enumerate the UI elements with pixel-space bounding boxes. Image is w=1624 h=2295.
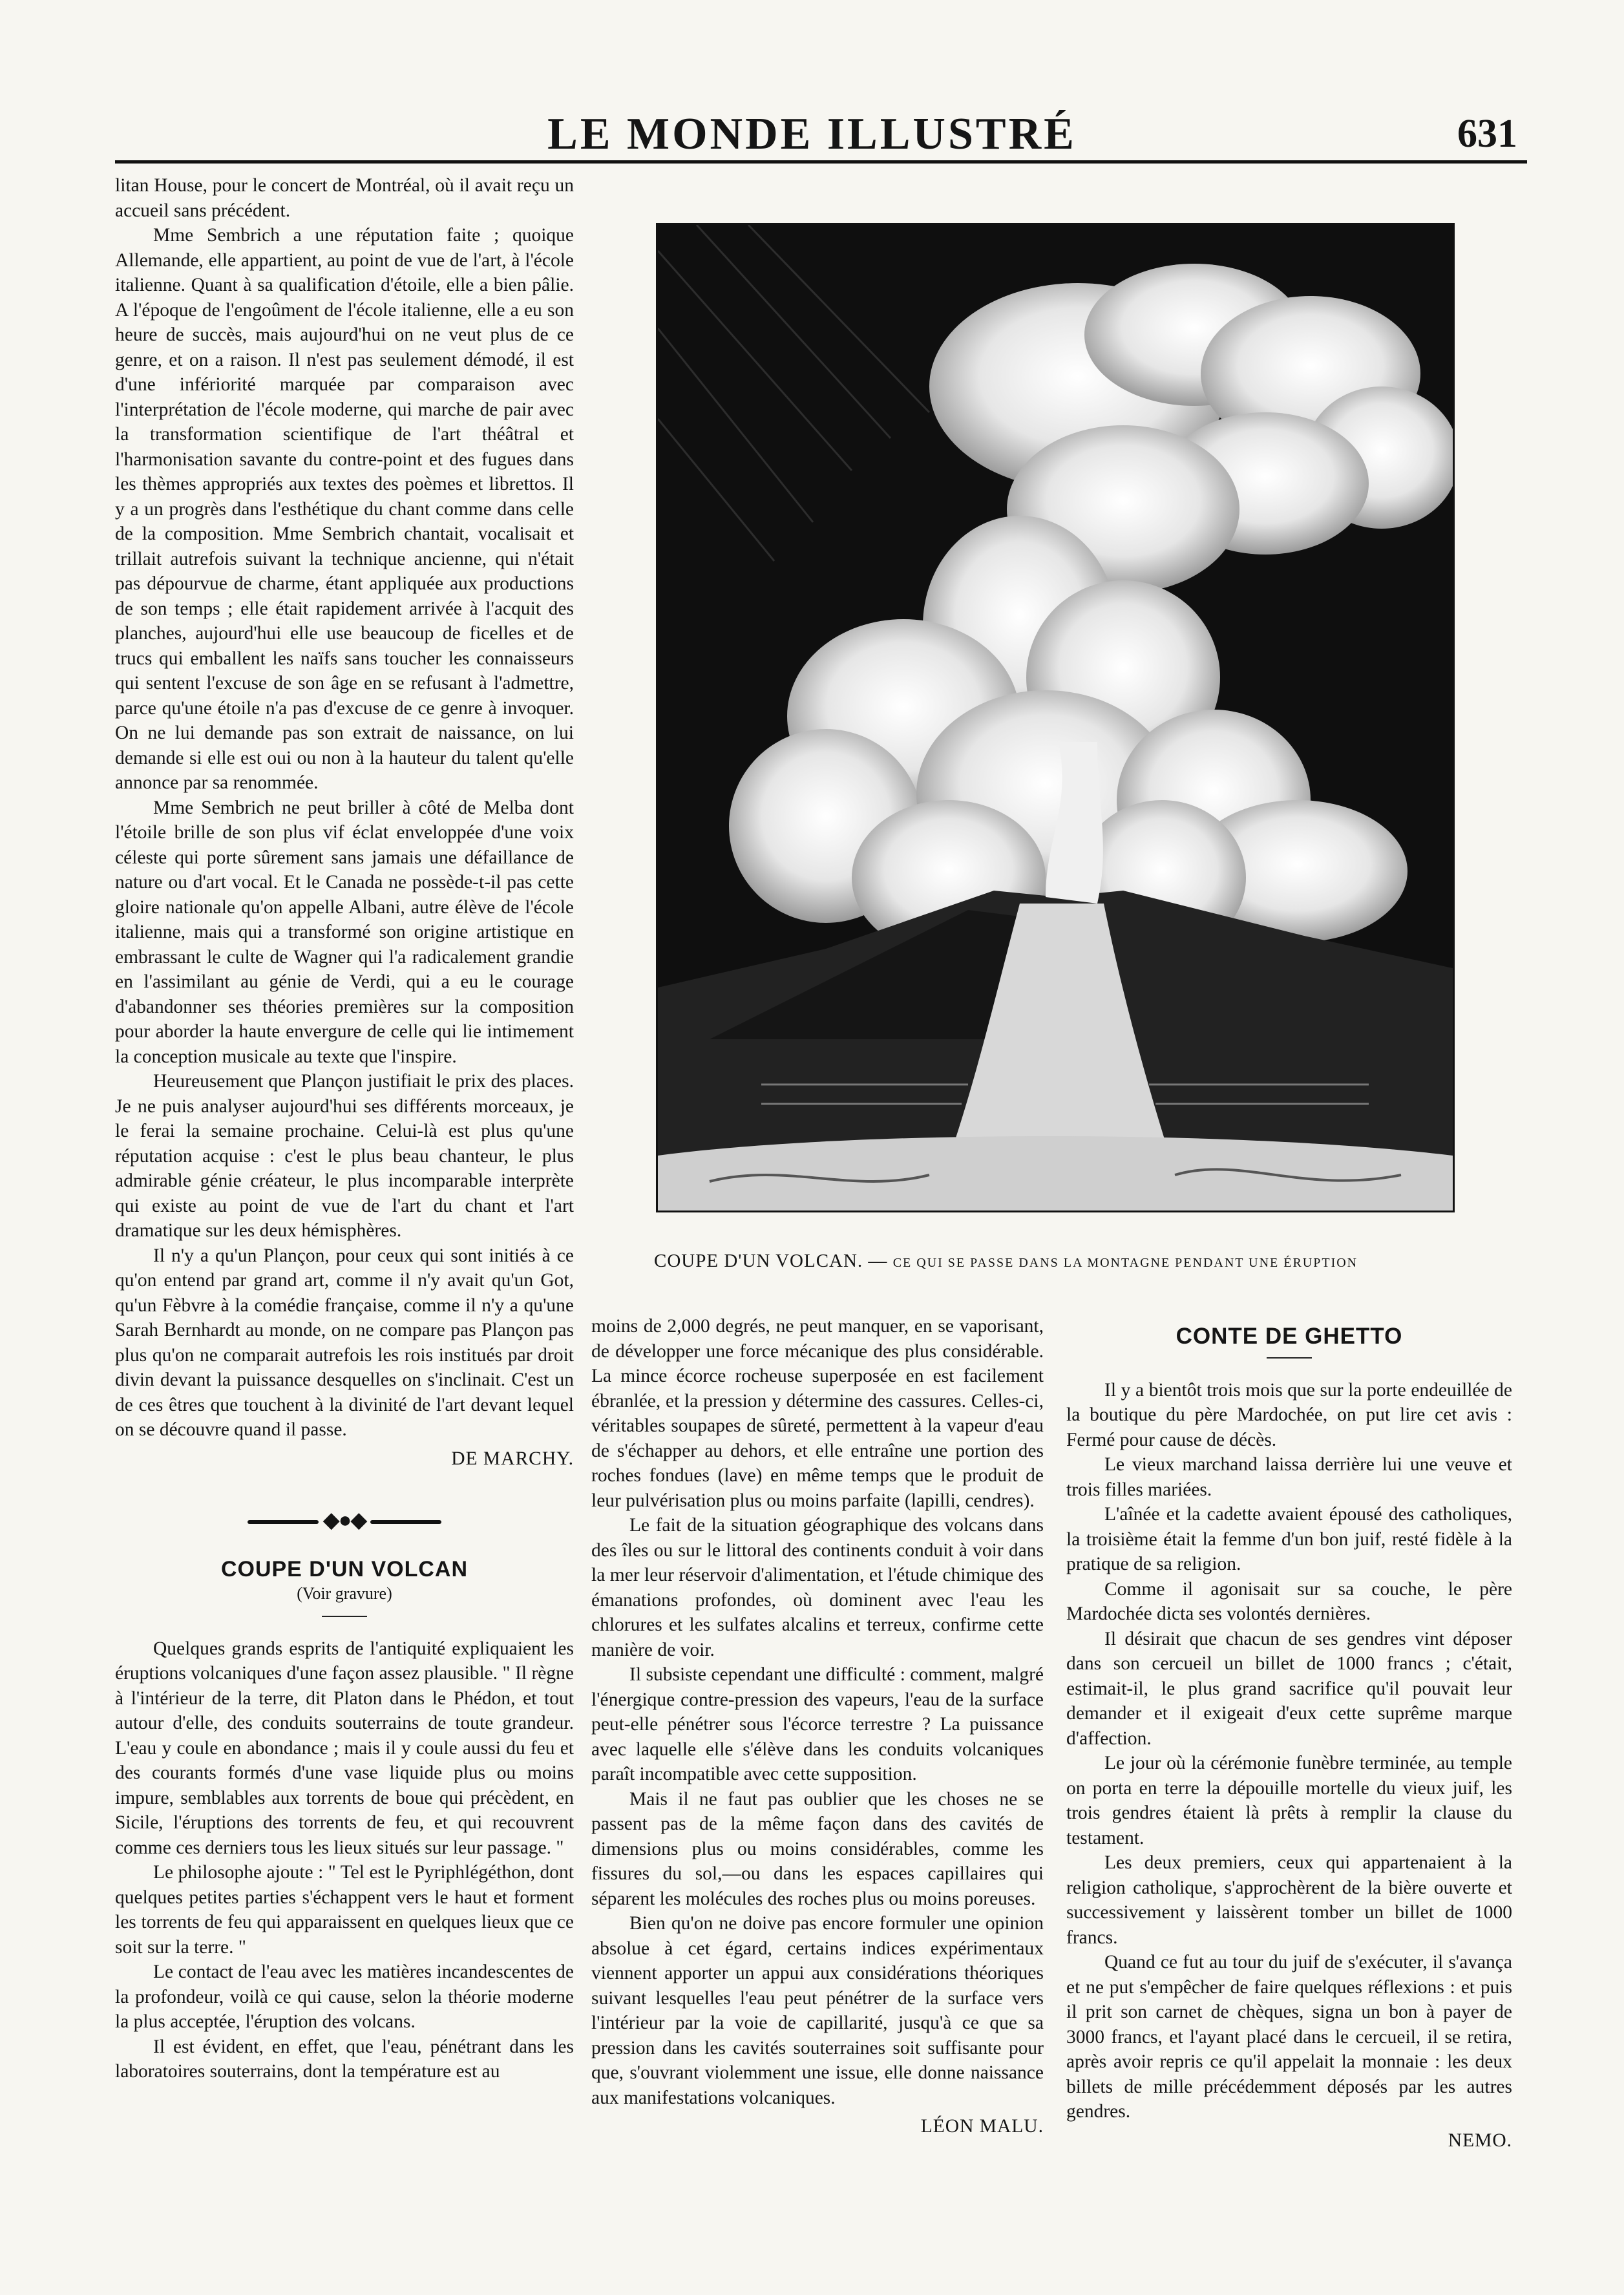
newspaper-title: LE MONDE ILLUSTRÉ [547,109,1077,159]
paragraph: Quelques grands esprits de l'antiquité expliquaient les éruptions volcaniques d'une façon assez plausible. " Il règne à l'intérieur de la terre, dit Platon dans le Phédon, et tout autour d'elle, des conduits souterrains de toute grandeur. L'eau y coule en abondance ; mais il y coule aussi du feu et des courants formés d'une vase liquide plus ou moins impure, semblables aux torrents de boue qui précèdent, en Sicile, l'éruptions des torrents de feu, et qui recouvrent comme ces derniers tous les lieux situés sur leur passage. " [115,1638,574,1858]
paragraph: Les deux premiers, ceux qui appartenaient à la religion catholique, s'approchèrent de la bière ouverte et successivement y laissèrent tomber un billet de 1000 francs. [1066,1852,1512,1948]
middle-column [591,1314,1044,2139]
paragraph: Il y a bientôt trois mois que sur la porte endeuillée de la boutique du père Mardochée, on put lire cet avis : Fermé pour cause de décès. [1066,1379,1512,1450]
paragraph: Il désirait que chacun de ses gendres vint déposer dans son cercueil un billet de 1000 francs ; c'était, estimait-il, le plus grand sacrifice qu'il pouvait leur demander et il exigeait d'eux cette suprême marque d'affection. [1066,1628,1512,1749]
illustration-caption [654,1251,1455,1272]
paragraph: Le philosophe ajoute : " Tel est le Pyriphlégéthon, dont quelques petites parties s'échappent vers le haut et forment les torrents de feu qui apparaissent en quelques lieux que ce soit sur la terre. " [115,1862,574,1958]
paragraph: Il n'y a qu'un Plançon, pour ceux qui sont initiés à ce qu'on entend par grand art, comme il n'y avait qu'un Got, qu'un Fèbvre à la comédie française, comme il n'y a qu'une Sarah Bernhardt au monde, on ne compare pas Plançon pas plus qu'on ne comparait autrefois les rois institués par droit divin devant la puissance desquelles on s'inclinait. C'est un de ces êtres que touchent à la divinité de l'art devant lequel on se découvre quand il passe. [115,1245,574,1440]
article-title: COUPE D'UN VOLCAN [220,1556,469,1581]
paragraph: Bien qu'on ne doive pas encore formuler une opinion absolue à cet égard, certains indices expérimentaux viennent apporter un appui aux considérations théoriques suivant lesquelles l'eau peut pénétrer de la surface vers l'intérieur par la voie de capillarité, jusqu'à ce que sa pression dans les cavités souterraines soit suffisante pour que, s'ouvrant violemment une issue, elle donne naissance aux manifestations volcaniques. [591,1913,1044,2108]
author-signature: NEMO. [1448,2130,1512,2151]
author-signature: DE MARCHY. [451,1448,574,1469]
paragraph: Il subsiste cependant une difficulté : comment, malgré l'énergique contre-pression des vapeurs, l'eau de la surface peut-elle pénétrer sous l'écorce terrestre ? La puissance avec laquelle elle s'élève dans les conduits volcaniques paraît incompatible avec cette supposition. [591,1664,1044,1784]
paragraph: litan House, pour le concert de Montréal, où il avait reçu un accueil sans précédent. [115,175,574,221]
paragraph: Le fait de la situation géographique des volcans dans des îles ou sur le littoral des continents conduit à voir dans la mer leur réservoir d'alimentation, et l'étude chimique des émanations profondes, où dominent avec l'eau les chlorures et les sulfates alcalins et terreux, confirme cette manière de voir. [591,1515,1044,1660]
article-title: CONTE DE GHETTO [1176,1324,1403,1349]
paragraph: Heureusement que Plançon justifiait le prix des places. Je ne puis analyser aujourd'hui ses différents morceaux, je le ferai la semaine prochaine. Celui-là est plus qu'une réputation acquise : c'est le plus beau chanteur, le plus admirable génie créateur, le plus incomparable interprète qui existe au point de vue de l'art du chant et l'art dramatique sur les deux hémisphères. [115,1071,574,1241]
right-column [1066,1314,1512,2153]
volcano-engraving [656,223,1455,1212]
paragraph: Comme il agonisait sur sa couche, le père Mardochée dicta ses volontés dernières. [1066,1578,1512,1624]
section-ornament: ◆●◆ [115,1508,574,1534]
left-column [115,173,574,2084]
paragraph: Mme Sembrich ne peut briller à côté de Melba dont l'étoile brille de son plus vif éclat enveloppée d'une voix céleste qui porte sûrement sans jamais une défaillance de nature ou d'art vocal. Et le Canada ne possède-t-il pas cette gloire nationale qu'on appelle Albani, autre élève de l'école italienne, mais qui a transformé son origine artistique en embrassant le culte de Wagner qui l'a radicalement grandie en l'assimilant au génie de Verdi, qui a eu le courage d'abandonner ses théories premières sur la composition pour aborder la haute envergure de celle qui lie intimement la conception musicale au texte que l'inspire. [115,797,574,1067]
paragraph: Le vieux marchand laissa derrière lui une veuve et trois filles mariées. [1066,1454,1512,1500]
paragraph: Mme Sembrich a une réputation faite ; quoique Allemande, elle appartient, au point de vue de l'art, à l'école italienne. Quant à sa qualification d'étoile, elle a bien pâlie. A l'époque de l'engoûment de l'école italienne, elle a eu son heure de succès, mais aujourd'hui on ne veut plus de ce genre, et on a raison. Il n'est pas seulement démodé, il est d'une infériorité marquée par comparaison avec l'interprétation de l'école moderne, qui marche de pair avec la transformation scientifique de l'art théâtral et l'harmonisation savante du contre-point et des fugues dans les thèmes appropriés aux textes des poèmes et librettos. Il y a un progrès dans l'esthétique du chant comme dans celle de la composition. Mme Sembrich chantait, vocalisait et trillait autrefois suivant la technique ancienne, qui n'était pas dépourvue de charme, étant appliquée aux productions de son temps ; elle était rapidement arrivée à l'acquit des planches, aujourd'hui elle use beaucoup de ficelles et de trucs qui emballent les naïfs sans toucher les connaisseurs qui sentent l'excuse de son âge en se refusant à l'admettre, parce qu'une étoile n'a pas d'excuse de ce genre à invoquer. On ne lui demande pas son extrait de naissance, on lui demande si elle est oui ou non à la hauteur du talent qu'elle annonce par sa renommée. [115,225,574,793]
caption-subtitle: CE QUI SE PASSE DANS LA MONTAGNE PENDANT UNE ÉRUPTION [892,1256,1358,1270]
paragraph: Mais il ne faut pas oublier que les choses ne se passent pas de la même façon dans des cavités de dimensions plus ou moins considérables, comme les fissures du sol,—ou dans les espaces capillaires qui séparent les molécules des roches plus ou moins poreuses. [591,1788,1044,1909]
divider [322,1616,367,1617]
paragraph: L'aînée et la cadette avaient épousé des catholiques, la troisième était la femme d'un bon juif, resté fidèle à la pratique de sa religion. [1066,1504,1512,1574]
header-rule [115,160,1527,164]
divider [1267,1357,1312,1359]
page-number: 631 [1457,112,1517,156]
article-subtitle: (Voir gravure) [297,1584,392,1603]
paragraph: Le contact de l'eau avec les matières incandescentes de la profondeur, voilà ce qui cause, selon la théorie moderne la plus acceptée, l'éruption des volcans. [115,1962,574,2032]
paragraph: Il est évident, en effet, que l'eau, pénétrant dans les laboratoires souterrains, dont la température est au [115,2036,574,2082]
caption-main: COUPE D'UN VOLCAN. — [654,1251,888,1271]
paragraph: Quand ce fut au tour du juif de s'exécuter, il s'avança et ne put s'empêcher de faire quelques réflexions : et puis il prit son carnet de chèques, signa un bon à payer de 3000 francs, et l'ayant placé dans le cercueil, il se retira, après avoir repris ce qu'il appelait la monnaie : les deux billets de mille précédemment déposés par les autres gendres. [1066,1952,1512,2122]
volcano-illustration [658,225,1453,1211]
author-signature: LÉON MALU. [920,2116,1044,2137]
paragraph: moins de 2,000 degrés, ne peut manquer, en se vaporisant, de développer une force mécanique des plus considérable. La mince écorce rocheuse superposée en est facilement ébranlée, et la pression y détermine des cassures. Celles-ci, véritables soupapes de sûreté, permettent à la vapeur d'eau de s'échapper au dehors, et elle entraîne une portion des roches fondues (lave) en même temps que le produit de leur pulvérisation plus ou moins parfaite (lapilli, cendres). [591,1316,1044,1511]
paragraph: Le jour où la cérémonie funèbre terminée, au temple on porta en terre la dépouille mortelle du vieux juif, les trois gendres étaient là prêts à remplir la clause du testament. [1066,1753,1512,1848]
